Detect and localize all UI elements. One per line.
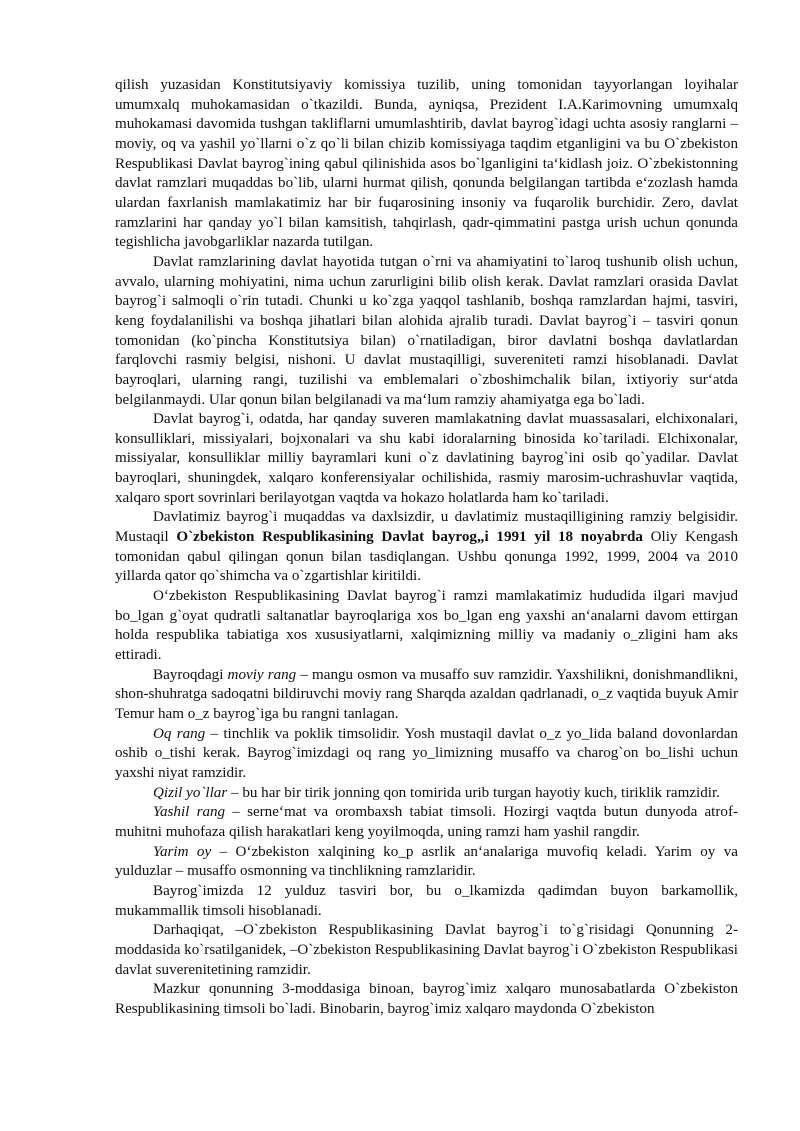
paragraph (115, 843, 738, 882)
text-run: O‘zbekiston Respublikasining Davlat bayrog`i ramzi mamlakatimiz hududida ilgari mavjud bo_lgan g`oyat qudratli saltanatlar bayroqlariga xos bo_lgan eng yaxshi an‘analarni davom ettirgan holda respublika tabiatiga xos xususiyatlarni, xalqimizning milliy va madaniy o_zligini ham aks ettiradi. (115, 588, 738, 664)
bold-text-run: O`zbekiston Respublikasining Davlat bayrog„i 1991 yil 18 noyabrda (176, 529, 643, 546)
text-run: – tinchlik va poklik timsolidir. Yosh mustaqil davlat o_z yo_lida baland dovonlardan oshib o_tishi kerak. Bayrog`imizdagi oq rang yo_limizning musaffo va charog`on bo_lishi uchun yaxshi niyat ramzidir. (115, 725, 738, 781)
paragraph (115, 508, 738, 587)
text-run: Bayrog`imizda 12 yulduz tasviri bor, bu o_lkamizda qadimdan buyon barkamollik, mukammallik timsoli hisoblanadi. (115, 882, 738, 919)
paragraph (115, 587, 738, 666)
paragraph (115, 882, 738, 921)
paragraph (115, 784, 738, 804)
italic-term: Yashil rang (153, 804, 226, 821)
paragraph (115, 253, 738, 410)
text-run: – serne‘mat va orombaxsh tabiat timsoli. Hozirgi vaqtda butun dunyoda atrof-muhitni muhofaza qilish harakatlari keng yoyilmoqda, uning ramzi ham yashil rangdir. (115, 804, 738, 840)
text-run: – bu har bir tirik jonning qon tomirida urib turgan hayotiy kuch, tiriklik ramzidir. (227, 784, 720, 801)
document-body (115, 76, 738, 1020)
italic-term: Oq rang (153, 725, 206, 742)
text-run: – O‘zbekiston xalqining ko_p asrlik an‘analariga muvofiq keladi. Yarim oy va yulduzlar – musaffo osmonning va tinchlikning ramzlaridir. (115, 843, 738, 880)
paragraph (115, 725, 738, 784)
italic-term: Qizil yo`llar (153, 784, 228, 801)
italic-term: Yarim oy (153, 843, 212, 860)
text-run: Oliy Kengash tomonidan qabul qilingan qonun bilan tasdiqlangan. Ushbu qonunga 1992, 1999, 2004 va 2010 yillarda qator qo`shimcha va o`zgartishlar kiritildi. (115, 529, 738, 585)
text-run: Darhaqiqat, –O`zbekiston Respublikasining Davlat bayrog`i to`g`risidagi Qonunning 2-moddasida ko`rsatilganidek, –O`zbekiston Respublikasining Davlat bayrog`i O`zbekiston Respublikasi davlat suverenitetining ramzidir. (115, 922, 738, 978)
paragraph (115, 410, 738, 508)
text-run: – mangu osmon va musaffo suv ramzidir. Yaxshilikni, donishmandlikni, shon-shuhratga sadoqatni bildiruvchi moviy rang Sharqda azaldan qadrlanadi, o_z vaqtida buyuk Amir Temur ham o_z bayrog`iga bu rangni tanlagan. (115, 666, 738, 722)
text-run: Bayroqdagi (153, 666, 228, 683)
paragraph (115, 921, 738, 980)
text-run: Mazkur qonunning 3-moddasiga binoan, bayrog`imiz xalqaro munosabatlarda O`zbekiston Respublikasining timsoli bo`ladi. Binobarin, bayrog`imiz xalqaro maydonda O`zbekiston (115, 981, 738, 1017)
paragraph (115, 76, 738, 253)
text-run: Davlat bayrog`i, odatda, har qanday suveren mamlakatning davlat muassasalari, elchixonalari, konsulliklari, missiyalari, bojxonalari va shu kabi idoralarning binosida ko`tariladi. Elchixonalar, missiyalar, konsulliklar milliy bayramlari kuni o`z davlatining bayrog`ini osib qo`yadilar. Davlat bayroqlari, shuningdek, xalqaro konferensiyalar ochilishida, rasmiy marosim-uchrashuvlar vaqtida, xalqaro sport sovrinlari berilayotgan vaqtda va hokazo holatlarda ham ko`tariladi. (115, 411, 738, 506)
paragraph (115, 803, 738, 842)
paragraph (115, 980, 738, 1019)
paragraph (115, 666, 738, 725)
text-run: qilish yuzasidan Konstitutsiyaviy komissiya tuzilib, uning tomonidan tayyorlangan loyihalar umumxalq muhokamasidan o`tkazildi. Bunda, ayniqsa, Prezident I.A.Karimovning umumxalq muhokamasi davomida tushgan takliflarni umumlashtirib, davlat bayrog`idagi uchta asosiy ranglarni – moviy, oq va yashil yo`llarni o`z qo`li bilan chizib komissiyaga taqdim etganligini va bu O`zbekiston Respublikasi Davlat bayrog`ining qabul qilinishida asos bo`lganligini ta‘kidlash joiz. O`zbekistonning davlat ramzlari muqaddas bo`lib, ularni hurmat qilish, qonunda belgilangan tartibda e‘zozlash hamda ulardan faxrlanish mamlakatimiz har bir fuqarosining insoniy va fuqarolik burchidir. Zero, davlat ramzlarini har qanday yo`l bilan kamsitish, tahqirlash, qadr-qimmatini pastga urish uchun qonunda tegishlicha javobgarliklar nazarda tutilgan. (115, 77, 738, 251)
text-run: Davlat ramzlarining davlat hayotida tutgan o`rni va ahamiyatini to`laroq tushunib olish uchun, avvalo, ularning mohiyatini, nima uchun zarurligini bilib olish kerak. Davlat ramzlari orasida Davlat bayrog`i salmoqli o`rin tutadi. Chunki u ko`zga yaqqol tashlanib, boshqa ramzlardan hajmi, tasviri, keng foydalanilishi va boshqa jihatlari bilan alohida ajralib turadi. Davlat bayrog`i – tasviri qonun tomonidan (ko`pincha Konstitutsiya bilan) o`rnatiladigan, biror davlatni boshqa davlatlardan farqlovchi rasmiy belgisi, nishoni. U davlat mustaqilligi, suvereniteti ramzi hisoblanadi. Davlat bayroqlari, ularning rangi, tuzilishi va emblemalari o`zboshimchalik bilan, ixtiyoriy sur‘atda belgilanmaydi. Ular qonun bilan belgilanadi va ma‘lum ramziy ahamiyatga ega bo`ladi. (115, 253, 738, 408)
text-run: Davlatimiz bayrog`i muqaddas va daxlsizdir, u davlatimiz mustaqilligining ramziy belgisidir. Mustaqil (115, 509, 738, 546)
italic-term: moviy rang (227, 666, 297, 683)
